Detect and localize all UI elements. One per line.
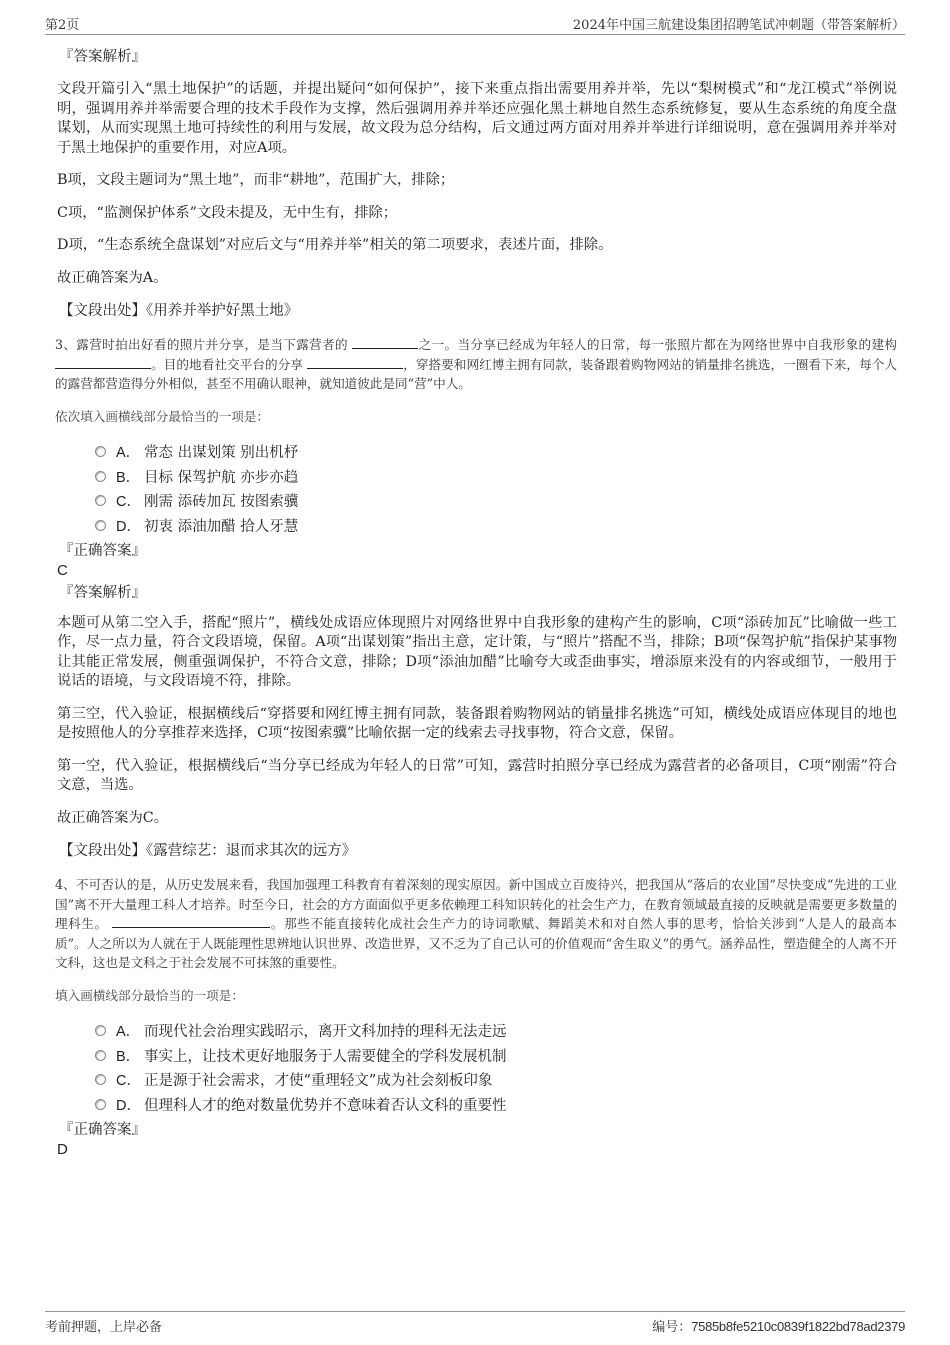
radio-icon[interactable] [95,520,106,531]
q2-analysis-para-3: C项，“监测保护体系”文段未提及，无中生有，排除； [57,204,398,221]
blank-line [352,335,418,349]
q3-prompt: 依次填入画横线部分最恰当的一项是： [55,408,270,424]
q4-answer: D [57,1140,68,1158]
q3-conclusion: 故正确答案为C。 [57,809,169,826]
page-number: 第2页 [45,18,80,33]
blank-line [55,355,151,369]
footer-slogan: 考前押题，上岸必备 [45,1320,163,1335]
option-b[interactable]: B． 目标 保驾护航 亦步亦趋 [95,464,897,489]
q2-conclusion: 故正确答案为A。 [57,269,168,286]
radio-icon[interactable] [95,1099,106,1110]
q2-analysis-para-4: D项，“生态系统全盘谋划”对应后文与“用养并举”相关的第二项要求，表述片面，排除。 [57,237,613,253]
q3-analysis-para-3: 第一空，代入验证，根据横线后“当分享已经成为年轻人的日常”可知，露营时拍照分享已经成为露营者的必备项目，C项“刚需”符合文意，当选。 [57,757,897,793]
option-c[interactable]: C． 正是源于社会需求，才使“重理轻文”成为社会刻板印象 [95,1068,897,1093]
q3-analysis-para-2: 第三空，代入验证，根据横线后“穿搭要和网红博主拥有同款，装备跟着购物网站的销量排名挑选”可知，横线处成语应体现目的地也是按照他人的分享推荐来选择，C项“按图索骥”比喻依据一定的线索去寻找事物，符合文意，保留。 [57,705,897,741]
q3-analysis-label: 『答案解析』 [59,584,146,601]
option-c[interactable]: C． 刚需 添砖加瓦 按图索骥 [95,489,897,514]
page-footer [45,1311,905,1334]
option-d[interactable]: D． 但理科人才的绝对数量优势并不意味着否认文科的重要性 [95,1092,897,1117]
option-a[interactable]: A． 而现代社会治理实践昭示，离开文科加持的理科无法走远 [95,1019,897,1044]
option-d[interactable]: D． 初衷 添油加醋 拾人牙慧 [95,513,897,538]
page-header [45,14,905,35]
option-a[interactable]: A． 常态 出谋划策 别出机杼 [95,440,897,465]
q4-prompt: 填入画横线部分最恰当的一项是： [55,987,244,1003]
blank-line [112,914,270,928]
q3-stem: 3、露营时拍出好看的照片并分享，是当下露营者的 之一。当分享已经成为年轻人的日常，每一张照片都在为网络世界中自我形象的建构 。目的地看社交平台的分享 ，穿搭要和网红博主拥有同款，装备跟着购物网站的销量排名挑选，一圈看下来，每个人的露营都营造得分外相似，甚至不用确认眼神，就知道彼此是同“营”中人。 [55,337,898,391]
q3-answer: C [57,561,68,579]
radio-icon[interactable] [95,1025,106,1036]
q2-analysis-para-2: B项，文段主题词为“黑土地”，而非“耕地”，范围扩大，排除； [57,172,455,188]
q4-answer-label: 『正确答案』 [59,1121,146,1138]
page-content [55,40,897,1159]
blank-line [307,355,403,369]
q2-source: 【文段出处】《用养并举护好黑土地》 [59,303,299,319]
radio-icon[interactable] [95,471,106,482]
q3-answer-label: 『正确答案』 [59,542,146,559]
q4-stem: 4、不可否认的是，从历史发展来看，我国加强理工科教育有着深刻的现实原因。新中国成立百废待兴，把我国从“落后的农业国”尽快变成“先进的工业国”离不开大量理工科人才培养。时至今日，社会的方方面面似乎更多依赖理工科知识转化的社会生产力，在教育领域最直接的反映就是需要更多数量的理科生。 。那些不能直接转化成社会生产力的诗词歌赋、舞蹈美术和对自然人事的思考，恰恰关涉到“人是人的最高本质”。人之所以为人就在于人既能理性思辨地认识世界、改造世界，又不乏为了自己认可的价值观而“舍生取义”的勇气。涵养品性，塑造健全的人离不开文科，这也是文科之于社会发展不可抹煞的重要性。 [55,877,897,970]
q2-analysis-para-1: 文段开篇引入“黑土地保护”的话题，并提出疑问“如何保护”，接下来重点指出需要用养并举，先以“梨树模式”和“龙江模式”举例说明，强调用养并举需要合理的技术手段作为支撑，然后强调用养并举还应强化黑土耕地自然生态系统修复，要从生态系统的角度全盘谋划，从而实现黑土地可持续性的利用与发展，故文段为总分结构，后文通过两方面对用养并举进行详细说明，意在强调用养并举对于黑土地保护的重要作用，对应A项。 [57,81,897,156]
q2-analysis-label: 『答案解析』 [59,49,146,65]
radio-icon[interactable] [95,446,106,457]
q3-source: 【文段出处】《露营综艺：退而求其次的远方》 [59,843,357,859]
option-b[interactable]: B． 事实上，让技术更好地服务于人需要健全的学科发展机制 [95,1043,897,1068]
radio-icon[interactable] [95,1050,106,1061]
radio-icon[interactable] [95,1074,106,1085]
document-title: 2024年中国三航建设集团招聘笔试冲刺题（带答案解析） [572,18,905,33]
q3-analysis-para-1: 本题可从第二空入手，搭配“照片”，横线处成语应体现照片对网络世界中自我形象的建构产生的影响，C项“添砖加瓦”比喻做一些工作，尽一点力量，符合文段语境，保留。A项“出谋划策”指出主意，定计策，与“照片”搭配不当，排除；B项“保驾护航”指保护某事物让其能正常发展，侧重强调保护，不符合文意，排除；D项“添油加醋”比喻夸大或歪曲事实，增添原来没有的内容或细节，一般用于说话的语境，与文段语境不符，排除。 [57,614,897,689]
radio-icon[interactable] [95,495,106,506]
q3-options [95,440,897,538]
document-code: 编号：7585b8fe5210c0839f1822bd78ad2379 [652,1319,905,1335]
q4-options [95,1019,897,1117]
